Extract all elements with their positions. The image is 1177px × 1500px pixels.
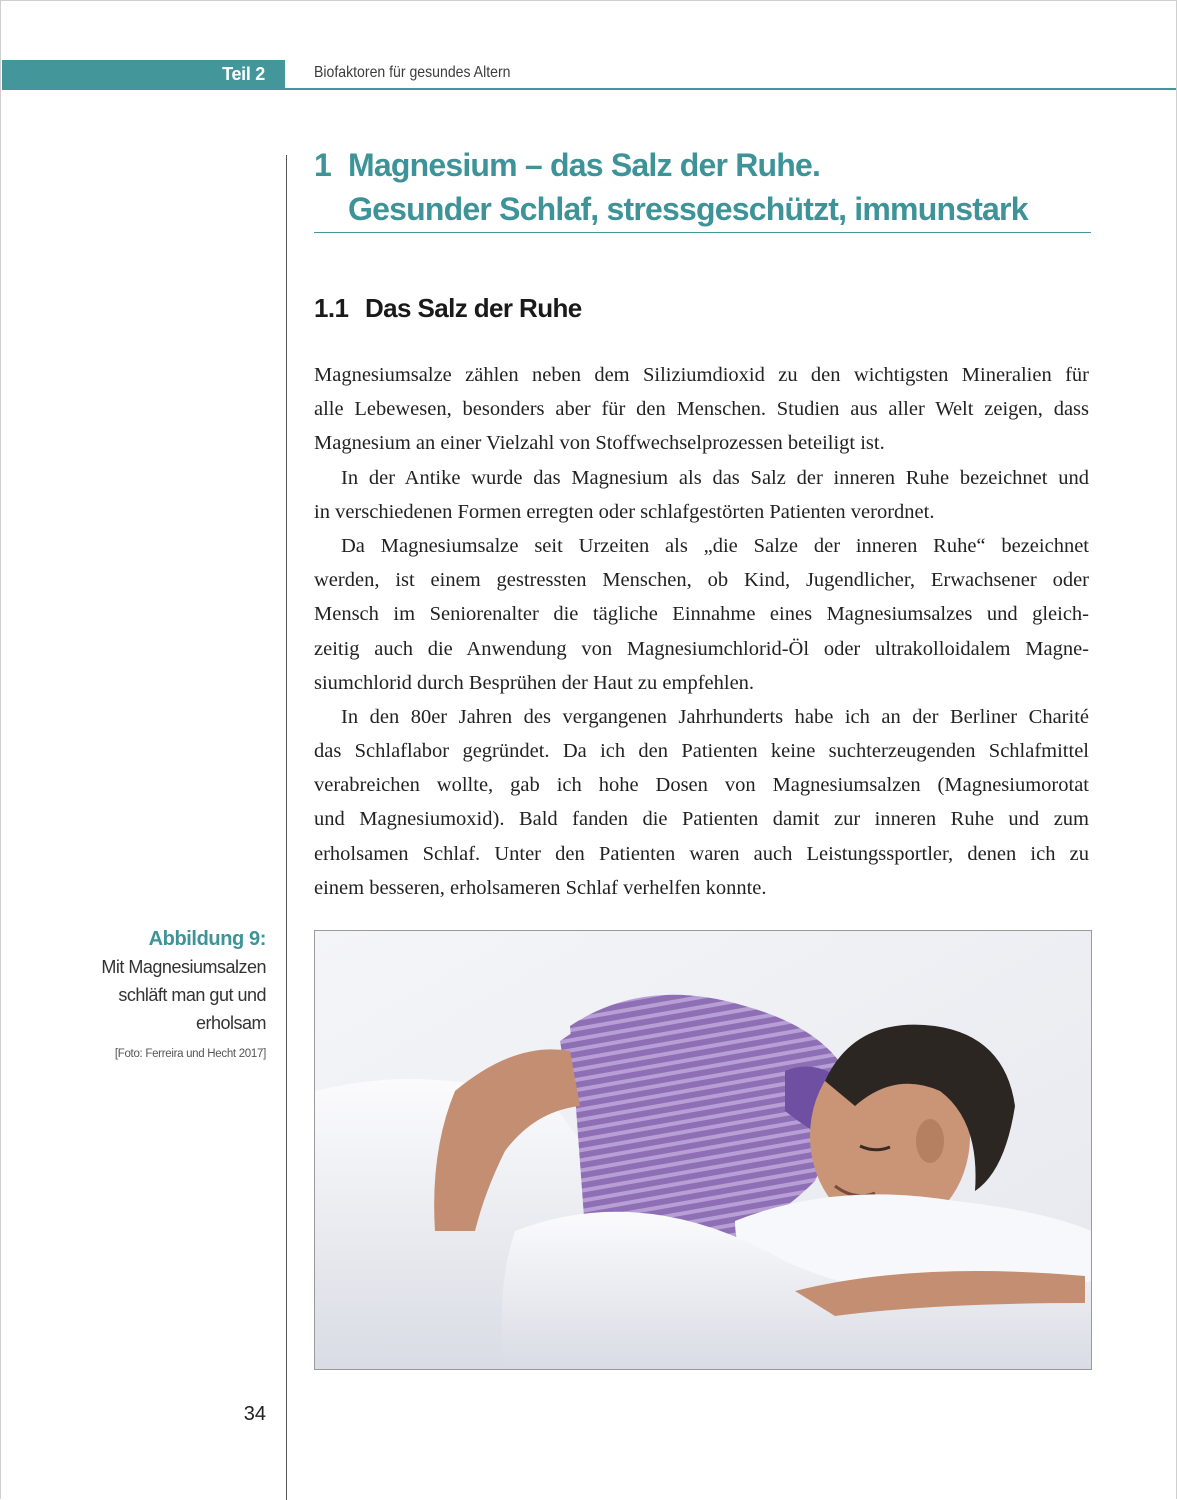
body-line: In den 80er Jahren des vergangenen Jahrhunderts habe ich an der Berliner Charité xyxy=(341,705,1089,728)
body-line: werden, ist einem gestressten Menschen, ob Kind, Jugendlicher, Erwachsener oder xyxy=(314,569,1089,592)
body-line: Da Magnesiumsalze seit Urzeiten als „die Salze der inneren Ruhe“ bezeichnet xyxy=(341,534,1089,557)
running-title: Biofaktoren für gesundes Altern xyxy=(314,64,511,81)
body-line: alle Lebewesen, besonders aber für den Menschen. Studien aus aller Welt zeigen, dass xyxy=(314,398,1089,421)
part-tab xyxy=(2,60,285,90)
body-line: siumchlorid durch Besprühen der Haut zu empfehlen. xyxy=(314,671,755,694)
body-line: und Magnesiumoxid). Bald fanden die Patienten damit zur inneren Ruhe und zum xyxy=(314,808,1089,831)
body-line: in verschiedenen Formen erregten oder schlafgestörten Patienten verordnet. xyxy=(314,500,935,523)
section-number: 1.1 xyxy=(314,293,349,323)
header-rule xyxy=(285,88,1176,90)
page-number: 34 xyxy=(243,1403,266,1425)
chapter-rule xyxy=(314,232,1091,233)
caption-line: Mit Magnesiumsalzen xyxy=(101,957,266,977)
section-heading xyxy=(314,293,582,324)
body-line: zeitig auch die Anwendung von Magnesiumchlorid-Öl oder ultrakolloidalem Magne- xyxy=(314,637,1089,660)
caption-line: erholsam xyxy=(195,1013,266,1033)
chapter-title-line1: Magnesium – das Salz der Ruhe. xyxy=(348,147,821,183)
body-line: Mensch im Seniorenalter die tägliche Einnahme eines Magnesiumsalzes und gleich- xyxy=(314,603,1089,626)
body-line: einem besseren, erholsameren Schlaf verhelfen konnte. xyxy=(314,876,767,899)
part-label: Teil 2 xyxy=(222,64,265,84)
body-line: das Schlaflabor gegründet. Da ich den Patienten keine suchterzeugenden Schlafmittel xyxy=(314,740,1089,763)
body-line: In der Antike wurde das Magnesium als das Salz der inneren Ruhe bezeichnet und xyxy=(341,466,1089,489)
body-line: erholsamen Schlaf. Unter den Patienten waren auch Leistungssportler, denen ich zu xyxy=(314,842,1089,865)
body-line: Magnesium an einer Vielzahl von Stoffwechselprozessen beteiligt ist. xyxy=(314,432,885,455)
section-title: Das Salz der Ruhe xyxy=(365,293,582,323)
photo-illustration xyxy=(315,931,1091,1369)
caption-line: schläft man gut und xyxy=(118,985,266,1005)
chapter-title-line2: Gesunder Schlaf, stressgeschützt, immunstark xyxy=(348,191,1028,227)
margin-rule xyxy=(286,155,287,1500)
chapter-number: 1 xyxy=(314,147,331,183)
figure-caption xyxy=(66,925,266,1063)
body-line: Magnesiumsalze zählen neben dem Siliziumdioxid zu den wichtigsten Mineralien für xyxy=(314,364,1089,386)
sleeping-man-photo xyxy=(314,930,1092,1370)
body-text xyxy=(314,358,1089,905)
chapter-heading xyxy=(314,143,1028,231)
figure-label: Abbildung 9: xyxy=(148,928,266,950)
photo-credit: [Foto: Ferreira und Hecht 2017] xyxy=(114,1048,266,1060)
body-line: verabreichen wollte, gab ich hohe Dosen von Magnesiumsalzen (Magnesiumorotat xyxy=(314,774,1089,797)
